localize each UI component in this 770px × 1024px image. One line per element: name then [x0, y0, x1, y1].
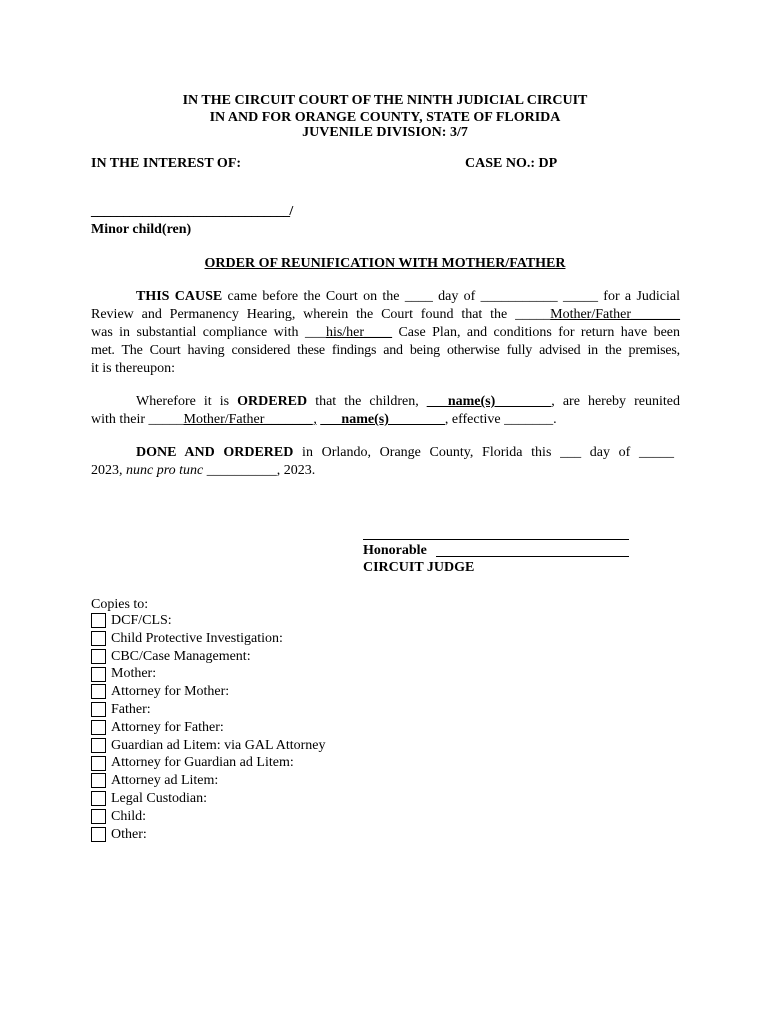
- with-their-text: with their _____: [91, 412, 184, 427]
- copy-recipient-row: [91, 826, 147, 844]
- copy-recipient-label: Legal Custodian:: [111, 791, 208, 806]
- copy-recipient-row: [91, 790, 207, 808]
- copy-checkbox[interactable]: [91, 809, 106, 824]
- copy-recipient-label: Attorney for Mother:: [111, 684, 230, 700]
- minor-children-label: Minor child(ren): [91, 222, 192, 237]
- case-number-label: CASE NO.: DP: [465, 156, 558, 171]
- children-names-fill-in: ___name(s)________: [426, 394, 552, 409]
- copy-recipient-row: [91, 719, 224, 737]
- judge-name-line: [436, 556, 629, 557]
- copy-checkbox[interactable]: [91, 738, 106, 753]
- effective-text: , effective _______.: [444, 412, 557, 427]
- copy-checkbox[interactable]: [91, 720, 106, 735]
- copy-recipient-label: CBC/Case Management:: [111, 648, 251, 664]
- copy-checkbox[interactable]: [91, 773, 106, 788]
- paragraph-1-line-1: [136, 288, 680, 306]
- copy-checkbox[interactable]: [91, 649, 106, 664]
- signature-line: [363, 539, 629, 540]
- paragraph-2-line-2: [91, 411, 557, 429]
- copy-recipient-label: Attorney ad Litem:: [111, 773, 219, 789]
- names-fill-in-2: ___name(s)________: [320, 412, 445, 427]
- wherefore-text: Wherefore it is: [136, 394, 238, 409]
- copy-checkbox[interactable]: [91, 702, 106, 717]
- copy-recipient-row: [91, 665, 156, 683]
- copy-checkbox[interactable]: [91, 827, 106, 842]
- nunc-pro-tunc: nunc pro tunc: [126, 463, 204, 478]
- circuit-judge-label: CIRCUIT JUDGE: [363, 560, 475, 575]
- nunc-date-text: __________, 2023.: [203, 463, 316, 478]
- parent-fill-in: Mother/Father_______: [550, 307, 680, 322]
- this-cause-lead: THIS CAUSE: [136, 289, 223, 304]
- paragraph-1-line-3-text: was in substantial compliance with ___: [91, 325, 326, 340]
- copy-checkbox[interactable]: [91, 791, 106, 806]
- copy-recipient-row: [91, 648, 251, 666]
- paragraph-1-line-5: it is thereupon:: [91, 361, 175, 376]
- copy-recipient-row: [91, 754, 294, 772]
- copy-checkbox[interactable]: [91, 684, 106, 699]
- interest-of-label: IN THE INTEREST OF:: [91, 156, 242, 171]
- copy-checkbox[interactable]: [91, 667, 106, 682]
- copy-recipient-label: Guardian ad Litem: via GAL Attorney: [111, 737, 326, 753]
- paragraph-2-line-1: [136, 393, 680, 411]
- court-header-line-3: JUVENILE DIVISION: 3/7: [302, 125, 468, 140]
- children-text: that the children,: [307, 394, 427, 409]
- copy-recipient-row: [91, 808, 146, 826]
- copies-to-label: Copies to:: [91, 597, 149, 612]
- court-header-line-2: IN AND FOR ORANGE COUNTY, STATE OF FLORIDA: [209, 110, 561, 125]
- order-title: ORDER OF REUNIFICATION WITH MOTHER/FATHER: [204, 256, 566, 271]
- paragraph-1-line-2-text: Review and Permanency Hearing, wherein the Court found that the _____: [91, 307, 551, 322]
- paragraph-1-line-3: [91, 324, 680, 342]
- copy-recipient-label: Child Protective Investigation:: [111, 630, 283, 646]
- child-name-blank-line: _______________________________/: [91, 204, 293, 219]
- copy-recipient-label: Other:: [111, 826, 147, 842]
- court-header-line-1: IN THE CIRCUIT COURT OF THE NINTH JUDICIAL CIRCUIT: [182, 93, 588, 108]
- copy-recipient-row: [91, 737, 325, 755]
- pronoun-fill-in: his/her____: [325, 325, 393, 340]
- copy-recipient-label: Mother:: [111, 666, 157, 682]
- parent-reunite-fill-in: Mother/Father_______,: [183, 412, 317, 427]
- ordered-emphasis: ORDERED: [237, 394, 308, 409]
- honorable-label: Honorable: [363, 543, 427, 558]
- copy-recipient-label: Attorney for Guardian ad Litem:: [111, 755, 294, 771]
- copy-recipient-label: DCF/CLS:: [111, 613, 172, 628]
- paragraph-1-line-2: [91, 306, 680, 324]
- copy-checkbox[interactable]: [91, 756, 106, 771]
- reunited-text: , are hereby reunited: [551, 394, 680, 409]
- copy-checkbox[interactable]: [91, 631, 106, 646]
- paragraph-3-line-1-text: in Orlando, Orange County, Florida this ___ day of _____: [293, 445, 674, 460]
- paragraph-3-line-2: [91, 462, 315, 480]
- done-and-ordered-lead: DONE AND ORDERED: [136, 445, 294, 460]
- copy-recipient-row: [91, 772, 218, 790]
- copy-recipient-row: [91, 612, 172, 630]
- year-text: 2023,: [91, 463, 126, 478]
- copy-recipient-row: [91, 630, 283, 648]
- copy-recipient-label: Father:: [111, 702, 151, 717]
- paragraph-1-line-1-text: came before the Court on the ____ day of ___________ _____ for a Judicial: [222, 289, 680, 304]
- paragraph-1-line-3-rest: Case Plan, and conditions for return have been: [392, 325, 680, 340]
- paragraph-1-line-4: met. The Court having considered these findings and being otherwise fully advised in the premises,: [91, 343, 680, 358]
- copy-checkbox[interactable]: [91, 613, 106, 628]
- paragraph-3-line-1: [136, 444, 674, 462]
- copy-recipient-label: Child:: [111, 808, 147, 824]
- copy-recipient-label: Attorney for Father:: [111, 719, 224, 735]
- copy-recipient-row: [91, 701, 151, 719]
- copy-recipient-row: [91, 683, 229, 701]
